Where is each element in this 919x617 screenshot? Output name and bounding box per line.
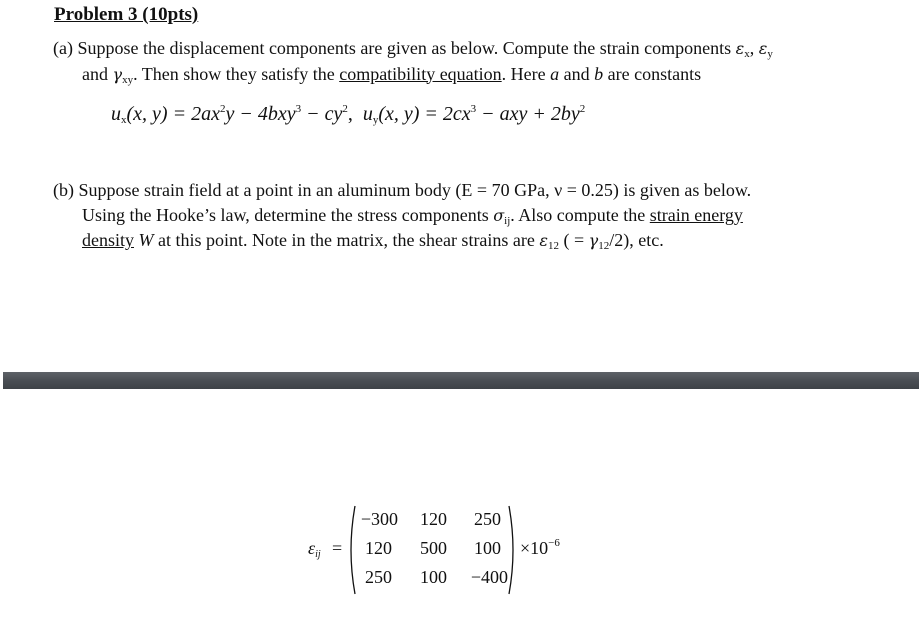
part-b-line-1: (b) Suppose strain field at a point in an aluminum body (E = 70 GPa, ν = 0.25) is given as below.	[53, 180, 752, 200]
matrix-scale-factor: $\times 10^{-6}$	[520, 537, 560, 558]
matrix-cell: −400	[470, 567, 508, 587]
displacement-equation: $u_x(x$, $y) = 2ax^2y - 4bxy^3 - cy^2$, $u_y(x$, $y) = 2cx^3$ − axy + $2by^2$	[111, 103, 586, 126]
matrix-label: $\varepsilon_{ij}$	[308, 538, 321, 560]
part-a-text	[53, 36, 773, 87]
part-b-line-2: Using the Hooke’s law, determine the stress components $\sigma_{ij}$. Also compute the strain energy	[82, 204, 743, 227]
matrix-cell: 100	[420, 567, 447, 587]
strain-energy-term: strain energy	[649, 204, 743, 225]
matrix-equals: =	[332, 538, 343, 558]
matrix-cell: 100	[474, 538, 501, 558]
matrix-cell: 120	[420, 509, 447, 529]
problem-title: Problem 3 (10pts)	[54, 4, 199, 25]
right-paren	[508, 505, 518, 595]
section-divider-bar	[3, 372, 919, 389]
matrix-cell: −300	[360, 509, 398, 529]
density-term: density	[82, 230, 134, 250]
compatibility-equation-term: compatibility equation	[339, 63, 502, 84]
matrix-cell: 120	[365, 538, 392, 558]
strain-matrix	[302, 505, 602, 599]
part-a-line-1: (a) Suppose the displacement components are given as below. Compute the strain components $\varepsilon_x$, $\varepsilon_y$	[53, 38, 773, 60]
matrix-cell: 500	[420, 538, 447, 558]
part-b-text	[53, 178, 751, 254]
matrix-cell: 250	[474, 509, 501, 529]
part-a-line-2: and $\gamma_{xy}$. Then show they satisfy the compatibility equation. Here a and b are constants	[82, 63, 702, 86]
matrix-cell: 250	[365, 567, 392, 587]
part-b-line-3: density W at this point. Note in the matrix, the shear strains are $\varepsilon_{12}$ ( = $\gamma_{12}/2$), etc.	[82, 230, 664, 252]
